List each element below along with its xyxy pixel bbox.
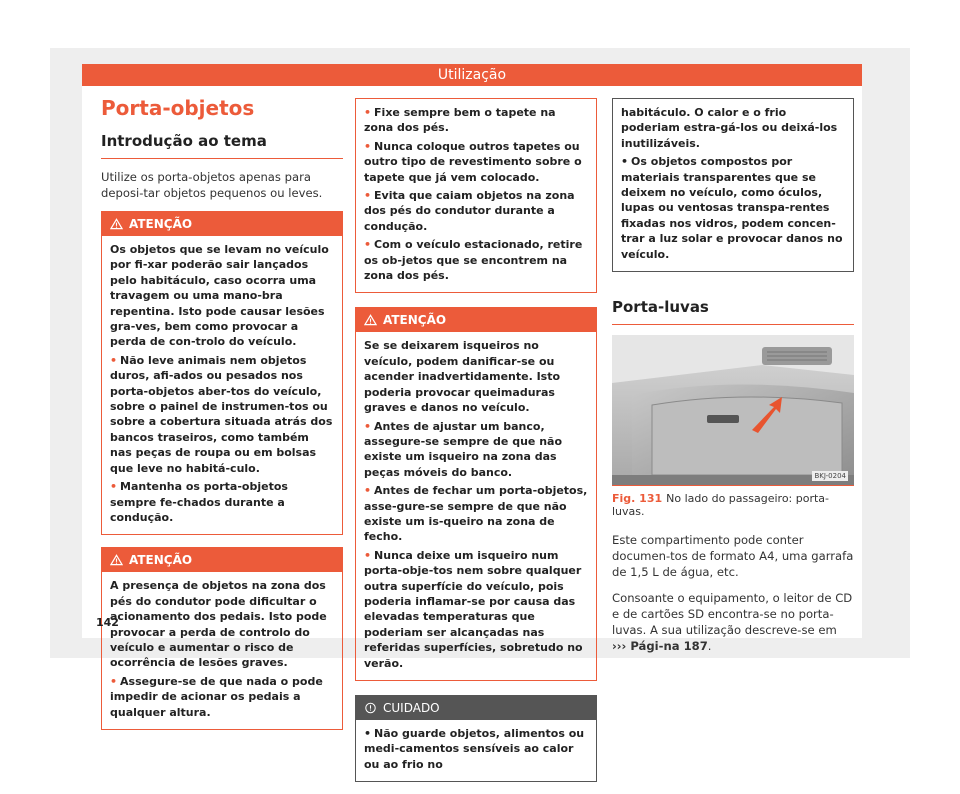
section-title: Porta-objetos <box>101 96 255 120</box>
warning-box-1 <box>101 211 343 535</box>
warning-bullet: • Fixe sempre bem o tapete na zona dos pés. <box>364 106 556 135</box>
warning-bullet: • Nunca deixe um isqueiro num porta-obje-tos nem sobre qualquer outra superfície do veículo, pois poderia inflamar-se por causa das elevadas temperaturas que poderiam ser alcançadas nas referidas superfícies, sobretudo no verão. <box>364 548 583 670</box>
caution-circle-icon <box>364 702 377 714</box>
caution-body <box>356 720 596 781</box>
warning-text: A presença de objetos na zona dos pés do condutor pode dificultar o acionamento dos pedais. Isto pode provocar a perda de controlo do veículo e aumentar o risco de ocorrência de lesões graves. <box>110 579 327 670</box>
warning-label: ATENÇÃO <box>129 217 193 231</box>
warning-bullet: • Nunca coloque outros tapetes ou outro tipo de revestimento sobre o tapete que já vem colocado. <box>364 139 582 184</box>
intro-paragraph: Utilize os porta-objetos apenas para deposi-tar objetos pequenos ou leves. <box>101 170 323 200</box>
section-title-glovebox: Porta-luvas <box>612 298 709 317</box>
caution-box-continued <box>612 98 854 272</box>
figure-code: BKJ-0204 <box>814 472 846 481</box>
caution-text: habitáculo. O calor e o frio poderiam estra-gá-los ou deixá-los inutilizáveis. <box>621 106 838 150</box>
warning-header <box>102 548 342 572</box>
warning-label: ATENÇÃO <box>129 553 193 568</box>
warning-box-3 <box>355 307 597 681</box>
middle-column <box>355 98 597 794</box>
warning-bullet: • Não leve animais nem objetos duros, afi-ados ou pesados nos porta-objetos aber-tos do veículo, sobre o painel de instrumen-tos ou sobre a cobertura situada atrás dos bancos traseiros, como também nas peças de roupa ou em bolsas que leve no habitá-culo. <box>110 353 333 475</box>
glovebox-illustration <box>612 335 854 485</box>
warning-bullet: • Mantenha os porta-objetos sempre fe-chados durante a condução. <box>110 480 288 524</box>
right-column <box>612 98 854 664</box>
warning-header <box>356 308 596 332</box>
caution-header <box>356 696 596 720</box>
glovebox-paragraph-2: Consoante o equipamento, o leitor de CD e de cartões SD encontra-se no porta-luvas. A sua utilização descreve-se em ››› Pági-na 187. <box>612 591 853 654</box>
figure-caption: Fig. 131 No lado do passageiro: porta-luvas. <box>612 492 830 519</box>
warning-bullet: • Evita que caiam objetos na zona dos pés do condutor durante a condução. <box>364 189 575 233</box>
title-rule <box>612 324 854 325</box>
warning-text: Os objetos que se levam no veículo por fi-xar poderão sair lançados pelo habitáculo, caso ocorra uma travagem ou uma mano-bra repentina. Isto pode causar lesões gra-ves, bem como provocar a perda de con-trolo do veículo. <box>110 243 329 349</box>
warning-triangle-icon <box>364 314 377 326</box>
warning-body <box>356 332 596 680</box>
warning-triangle-icon <box>110 218 123 230</box>
warning-box-continued <box>355 98 597 293</box>
caution-label: CUIDADO <box>383 701 440 715</box>
warning-label: ATENÇÃO <box>383 313 447 328</box>
caution-bullet: • Não guarde objetos, alimentos ou medi-camentos sensíveis ao calor ou ao frio no <box>364 727 585 771</box>
glovebox-paragraph-1: Este compartimento pode conter documen-tos de formato A4, uma garrafa de 1,5 L de água, etc. <box>612 533 854 580</box>
warning-bullet: • Assegure-se de que nada o pode impedir de acionar os pedais a qualquer altura. <box>110 674 323 719</box>
glovebox-figure <box>612 335 854 486</box>
warning-box-2 <box>101 547 343 730</box>
caution-body <box>613 99 853 271</box>
warning-header <box>102 212 342 236</box>
caution-bullet: • Os objetos compostos por materiais transparentes que se deixem no veículo, como óculos, lupas ou ventosas transpa-rentes fixadas nos vidros, podem concen-trar a luz solar e provocar danos no veículo. <box>621 155 843 261</box>
warning-bullet: • Antes de ajustar um banco, assegure-se sempre de que não existe um isqueiro na zona das peças móveis do banco. <box>364 419 562 479</box>
warning-bullet: • Com o veículo estacionado, retire os ob-jetos que se encontrem na zona dos pés. <box>364 238 583 283</box>
warning-body <box>102 572 342 729</box>
left-column <box>101 96 343 742</box>
warning-text: Se se deixarem isqueiros no veículo, podem danificar-se ou acender inadvertidamente. Isto poderia provocar queimaduras graves e danos no veículo. <box>364 339 561 415</box>
page-reference-link[interactable]: ››› Pági-na 187 <box>612 639 708 654</box>
warning-bullet: • Antes de fechar um porta-objetos, asse-gure-se sempre de que não existe um is-queiro na zona de fecho. <box>364 484 588 544</box>
title-rule <box>101 158 343 159</box>
page-number: 142 <box>96 616 119 629</box>
warning-body <box>102 236 342 534</box>
subsection-title: Introdução ao tema <box>101 132 267 150</box>
warning-body <box>356 99 596 292</box>
warning-triangle-icon <box>110 554 123 566</box>
chapter-header: Utilização <box>82 64 862 86</box>
caution-box <box>355 695 597 782</box>
